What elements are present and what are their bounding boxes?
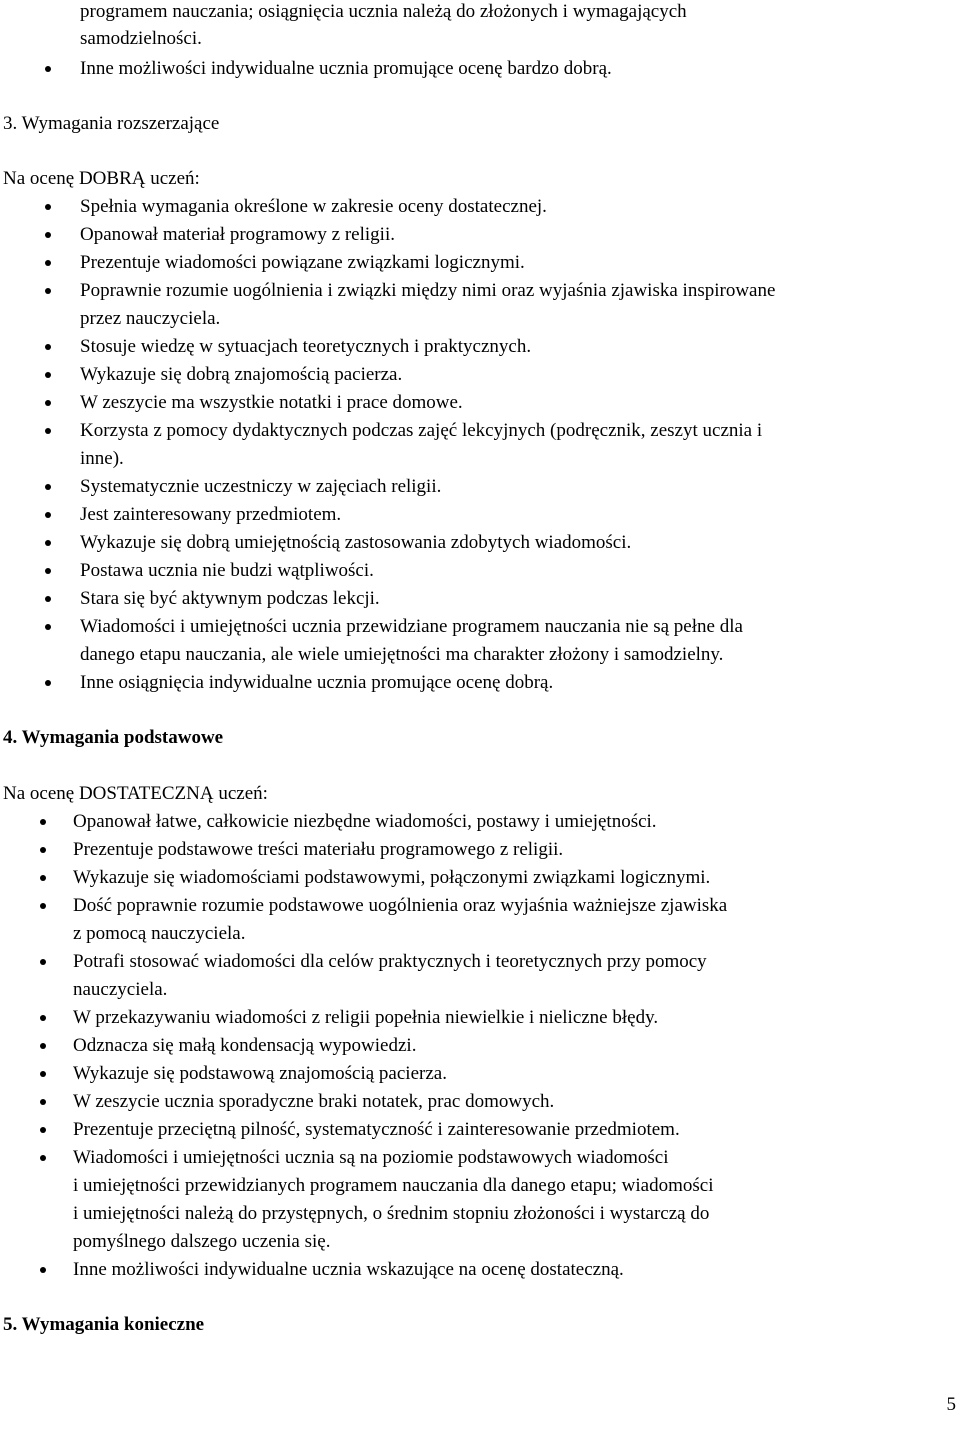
bullet-icon [45, 680, 51, 686]
section-heading: 4. Wymagania podstawowe [3, 727, 224, 748]
bullet-icon [40, 1127, 46, 1133]
list-item: Korzysta z pomocy dydaktycznych podczas zajęć lekcyjnych (podręcznik, zeszyt ucznia i [80, 420, 763, 441]
list-item: Systematycznie uczestniczy w zajęciach religii. [80, 476, 442, 497]
list-item: Poprawnie rozumie uogólnienia i związki między nimi oraz wyjaśnia zjawiska inspirowane [80, 280, 776, 301]
list-item: Inne możliwości indywidualne ucznia promujące ocenę bardzo dobrą. [80, 58, 612, 79]
bullet-icon [40, 1071, 46, 1077]
list-item: Prezentuje podstawowe treści materiału programowego z religii. [73, 839, 564, 860]
bullet-icon [45, 344, 51, 350]
list-item-continuation: i umiejętności przewidzianych programem nauczania dla danego etapu; wiadomości [73, 1175, 714, 1196]
list-item-continuation: danego etapu nauczania, ale wiele umiejętności ma charakter złożony i samodzielny. [80, 644, 724, 665]
list-item: Wiadomości i umiejętności ucznia przewidziane programem nauczania nie są pełne dla [80, 616, 743, 637]
list-item: Jest zainteresowany przedmiotem. [80, 504, 342, 525]
bullet-icon [45, 624, 51, 630]
list-item: Spełnia wymagania określone w zakresie oceny dostatecznej. [80, 196, 547, 217]
list-item: Potrafi stosować wiadomości dla celów praktycznych i teoretycznych przy pomocy [73, 951, 707, 972]
list-item-continuation: i umiejętności należą do przystępnych, o średnim stopniu złożoności i wystarczą do [73, 1203, 710, 1224]
list-item: Opanował łatwe, całkowicie niezbędne wiadomości, postawy i umiejętności. [73, 811, 657, 832]
list-item: Dość poprawnie rozumie podstawowe uogólnienia oraz wyjaśnia ważniejsze zjawiska [73, 895, 728, 916]
bullet-icon [40, 819, 46, 825]
bullet-icon [45, 66, 51, 72]
list-item: Postawa ucznia nie budzi wątpliwości. [80, 560, 374, 581]
section-heading: 3. Wymagania rozszerzające [3, 113, 220, 134]
list-item: Opanował materiał programowy z religii. [80, 224, 395, 245]
bullet-icon [40, 847, 46, 853]
list-item: Prezentuje przeciętną pilność, systematyczność i zainteresowanie przedmiotem. [73, 1119, 680, 1140]
list-item: Wykazuje się wiadomościami podstawowymi, połączonymi związkami logicznymi. [73, 867, 711, 888]
bullet-icon [45, 204, 51, 210]
list-item-continuation: z pomocą nauczyciela. [73, 923, 246, 944]
bullet-icon [40, 959, 46, 965]
bullet-icon [40, 1155, 46, 1161]
bullet-icon [45, 288, 51, 294]
list-item-continuation: inne). [80, 448, 124, 469]
bullet-icon [45, 400, 51, 406]
bullet-icon [45, 512, 51, 518]
list-item-continuation: nauczyciela. [73, 979, 168, 1000]
list-item: Prezentuje wiadomości powiązane związkami logicznymi. [80, 252, 525, 273]
list-item: Inne możliwości indywidualne ucznia wskazujące na ocenę dostateczną. [73, 1259, 624, 1280]
page-number: 5 [946, 1394, 956, 1415]
section-intro: Na ocenę DOBRĄ uczeń: [3, 168, 200, 189]
list-item: W zeszycie ucznia sporadyczne braki notatek, prac domowych. [73, 1091, 555, 1112]
bullet-icon [45, 540, 51, 546]
bullet-icon [45, 428, 51, 434]
continuation-line: programem nauczania; osiągnięcia ucznia należą do złożonych i wymagających [80, 1, 687, 22]
bullet-icon [45, 596, 51, 602]
bullet-icon [45, 260, 51, 266]
list-item: W zeszycie ma wszystkie notatki i prace domowe. [80, 392, 463, 413]
bullet-icon [40, 1015, 46, 1021]
list-item: Stosuje wiedzę w sytuacjach teoretycznych i praktycznych. [80, 336, 532, 357]
list-item-continuation: pomyślnego dalszego uczenia się. [73, 1231, 331, 1252]
list-item: Inne osiągnięcia indywidualne ucznia promujące ocenę dobrą. [80, 672, 554, 693]
bullet-icon [45, 372, 51, 378]
list-item: Wykazuje się podstawową znajomością pacierza. [73, 1063, 447, 1084]
list-item: W przekazywaniu wiadomości z religii popełnia niewielkie i nieliczne błędy. [73, 1007, 659, 1028]
bullet-icon [40, 903, 46, 909]
section-heading: 5. Wymagania konieczne [3, 1314, 205, 1335]
list-item: Wykazuje się dobrą znajomością pacierza. [80, 364, 403, 385]
bullet-icon [40, 1267, 46, 1273]
list-item: Odznacza się małą kondensacją wypowiedzi. [73, 1035, 417, 1056]
bullet-icon [40, 1043, 46, 1049]
list-item: Wiadomości i umiejętności ucznia są na poziomie podstawowych wiadomości [73, 1147, 669, 1168]
bullet-icon [45, 568, 51, 574]
continuation-line: samodzielności. [80, 28, 202, 49]
bullet-icon [40, 1099, 46, 1105]
section-intro: Na ocenę DOSTATECZNĄ uczeń: [3, 783, 268, 804]
bullet-icon [45, 232, 51, 238]
list-item: Wykazuje się dobrą umiejętnością zastosowania zdobytych wiadomości. [80, 532, 632, 553]
list-item-continuation: przez nauczyciela. [80, 308, 221, 329]
bullet-icon [45, 484, 51, 490]
list-item: Stara się być aktywnym podczas lekcji. [80, 588, 380, 609]
bullet-icon [40, 875, 46, 881]
